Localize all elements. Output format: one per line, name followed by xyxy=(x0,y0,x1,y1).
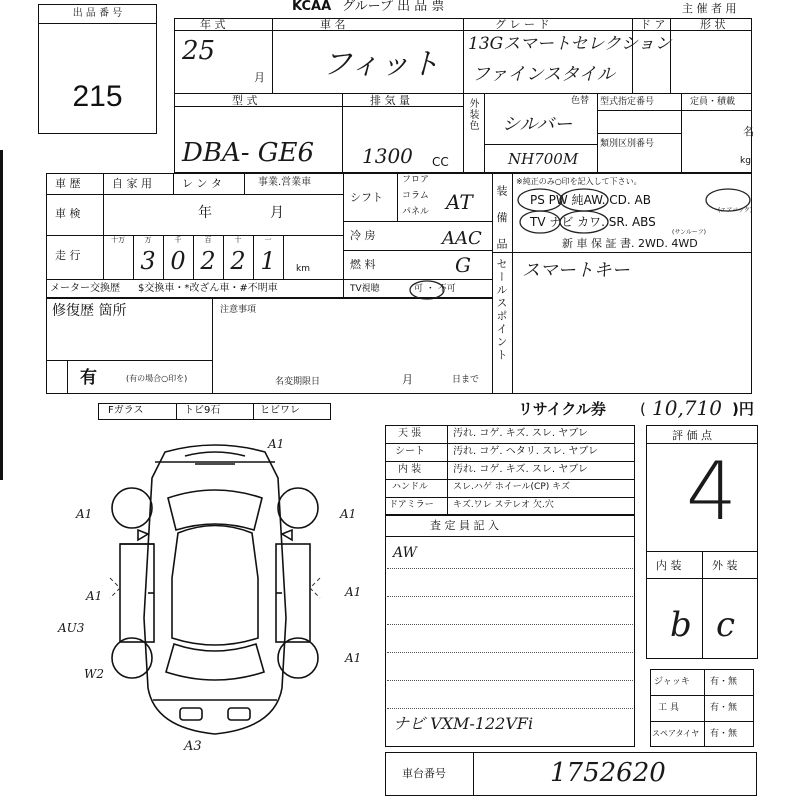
color-code-value: NH700M xyxy=(508,150,579,168)
tool-value: 有・無 xyxy=(710,703,738,713)
equipment-line1: PS PW 純AW. CD. AB xyxy=(530,193,651,207)
damage-mark: A1 xyxy=(76,507,93,521)
tool-value: 有・無 xyxy=(710,677,738,687)
recycle-label: リサイクル券 xyxy=(518,400,606,418)
history-business: 事業.営業車 xyxy=(258,177,312,188)
equipment-line3: 新 車 保 証 書. 2WD. 4WD xyxy=(562,237,698,250)
score-value: 4 xyxy=(686,445,737,538)
tv-label: TV視聴 xyxy=(350,284,380,294)
digit-label-1: 一 xyxy=(264,236,272,244)
tv-options: 可 ・ 不可 xyxy=(414,284,456,294)
shift-floor: フロア xyxy=(402,175,430,185)
km-label: km xyxy=(296,264,310,274)
chassis-label: 車台番号 xyxy=(402,767,446,780)
mileage-digit: 0 xyxy=(170,247,186,275)
equipment-circles xyxy=(492,183,752,243)
digit-label-10k: 万 xyxy=(144,236,152,244)
tool-label: ジャッキ xyxy=(654,677,690,687)
grade-label: グ レ ー ド xyxy=(495,18,550,31)
capacity-unit-persons: 名 xyxy=(743,125,754,138)
digit-label-1k: 千 xyxy=(174,236,182,244)
glass-front: Fガラス xyxy=(108,405,144,416)
capacity-unit-kg: kg xyxy=(740,156,751,166)
ac-label: 冷 房 xyxy=(350,229,376,242)
sales-point-value: スマートキー xyxy=(522,260,630,281)
condition-row-label: 天 張 xyxy=(398,428,422,439)
condition-row-label: ハンドル xyxy=(392,482,429,492)
color-value: シルバー xyxy=(502,114,573,135)
equipment-line2: TV ナビ カワ. SR. ABS xyxy=(530,215,656,229)
repair-label: 修復歴 箇所 xyxy=(52,303,127,319)
shape-label: 形 状 xyxy=(700,18,726,31)
grade-value-line1: 13Gスマートセレクション xyxy=(468,34,672,54)
inspector-line2: ナビ VXM-122VFi xyxy=(393,714,534,733)
margin-bar xyxy=(0,150,3,480)
organizer-label: 主 催 者 用 xyxy=(682,2,737,15)
ab-sub: (エアバック) xyxy=(718,207,753,214)
door-label: ド ア xyxy=(640,18,666,31)
equipment-note: ※純正のみ○印を記入して下さい。 xyxy=(516,177,642,186)
month-suffix: 月 xyxy=(254,71,265,84)
damage-mark: A1 xyxy=(340,507,357,521)
condition-row-label: シート xyxy=(395,446,425,457)
glass-chip: トビ9石 xyxy=(184,405,221,416)
damage-mark: A1 xyxy=(345,585,362,599)
recycle-paren-open: ( xyxy=(640,400,646,418)
year-label: 年 式 xyxy=(200,18,226,31)
category-label: 類別区別番号 xyxy=(600,139,655,149)
ac-value: AAC xyxy=(442,228,482,249)
damage-mark: AU3 xyxy=(58,621,85,635)
mileage-digit: 1 xyxy=(260,247,276,275)
damage-mark: A1 xyxy=(345,651,362,665)
inspection-month: 月 xyxy=(270,205,284,221)
interior-label: 内 装 xyxy=(656,559,682,572)
sr-sub: (サンルーフ) xyxy=(672,229,706,236)
model-value: DBA- GE6 xyxy=(182,138,315,168)
logo: KCAA xyxy=(292,0,332,14)
mileage-digit: 2 xyxy=(200,247,216,275)
exterior-label: 外 装 xyxy=(712,559,738,572)
history-private: 自 家 用 xyxy=(112,177,152,190)
sales-point-label: セールスポイント xyxy=(495,258,508,362)
car-name-label: 車 名 xyxy=(320,18,346,31)
recycle-paren-close: )円 xyxy=(732,400,754,418)
damage-mark: W2 xyxy=(84,667,104,681)
recycle-value: 10,710 xyxy=(652,396,722,420)
repair-value: 有 xyxy=(80,368,97,388)
deadline-day: 日まで xyxy=(452,375,480,385)
equipment-label: 装 備 品 xyxy=(495,185,508,255)
displacement-label: 排 気 量 xyxy=(370,94,410,107)
lot-number: 215 xyxy=(72,80,123,113)
glass-crack: ヒビワレ xyxy=(260,405,300,416)
tool-value: 有・無 xyxy=(710,729,738,739)
grade-value-line2: ファインスタイル xyxy=(472,64,615,85)
shift-panel: パネル xyxy=(402,207,430,217)
cc-label: CC xyxy=(432,155,449,169)
form-title: グループ 出 品 票 xyxy=(342,0,445,14)
damage-mark: A1 xyxy=(86,589,103,603)
tool-label: 工 具 xyxy=(658,703,679,713)
exterior-label: 外装色 xyxy=(467,98,478,131)
exterior-value: c xyxy=(716,605,736,645)
tool-label: スペアタイヤ xyxy=(652,729,700,738)
interior-value: b xyxy=(670,605,692,645)
history-label: 車 歴 xyxy=(55,177,81,190)
meter-exchange-options: $交換車・*改ざん車・#不明車 xyxy=(138,283,278,294)
history-rental: レ ン タ xyxy=(182,177,222,190)
condition-row-label: ドアミラー xyxy=(389,500,434,510)
condition-row-text: キズ.ワレ ステレオ 欠.穴 xyxy=(453,500,554,510)
car-name-value: フィット xyxy=(322,47,440,82)
repair-note: (有の場合○印を) xyxy=(126,374,188,383)
chassis-value: 1752620 xyxy=(550,758,666,788)
mileage-digit: 2 xyxy=(230,247,246,275)
digit-label-10: 十 xyxy=(234,236,242,244)
shift-value: AT xyxy=(446,190,473,214)
digit-label-100k: 十万 xyxy=(111,236,125,244)
deadline-label: 名変期限日 xyxy=(275,377,321,387)
mileage-label: 走 行 xyxy=(55,249,81,262)
inspector-box xyxy=(385,515,635,747)
notes-label: 注意事項 xyxy=(220,305,257,315)
displacement-value: 1300 xyxy=(362,144,413,168)
condition-row-label: 内 装 xyxy=(398,464,422,475)
fuel-value: G xyxy=(455,253,471,277)
condition-row-text: 汚れ. コゲ. キズ. スレ. ヤブレ xyxy=(453,428,588,439)
shift-label: シフト xyxy=(350,191,383,204)
condition-row-text: 汚れ. コゲ. キズ. スレ. ヤブレ xyxy=(453,464,588,475)
model-label: 型 式 xyxy=(232,94,258,107)
inspection-year: 年 xyxy=(198,205,212,221)
condition-row-text: 汚れ. コゲ. ヘタリ. スレ. ヤブレ xyxy=(453,446,599,457)
fuel-label: 燃 料 xyxy=(350,258,376,271)
damage-mark: A3 xyxy=(184,739,202,754)
inspector-label: 査 定 員 記 入 xyxy=(430,519,499,532)
type-designation-label: 型式指定番号 xyxy=(600,97,655,107)
damage-mark: A1 xyxy=(268,437,285,451)
lot-number-box xyxy=(38,4,157,134)
deadline-month: 月 xyxy=(402,373,413,386)
lot-number-label: 出 品 番 号 xyxy=(72,8,123,19)
shift-column: コラム xyxy=(402,191,429,201)
inspection-label: 車 検 xyxy=(55,207,81,220)
condition-row-text: スレ.ハゲ ホイール(CP) キズ xyxy=(453,482,570,492)
digit-label-100: 百 xyxy=(204,236,212,244)
capacity-label: 定員・積載 xyxy=(690,97,736,107)
meter-exchange-label: メーター交換歴 xyxy=(50,283,120,294)
mileage-digit: 3 xyxy=(140,247,156,275)
inspector-line1: AW xyxy=(393,545,417,561)
score-label: 評 価 点 xyxy=(672,429,712,442)
year-value: 25 xyxy=(182,36,216,66)
color-change-label: 色替 xyxy=(571,96,590,106)
